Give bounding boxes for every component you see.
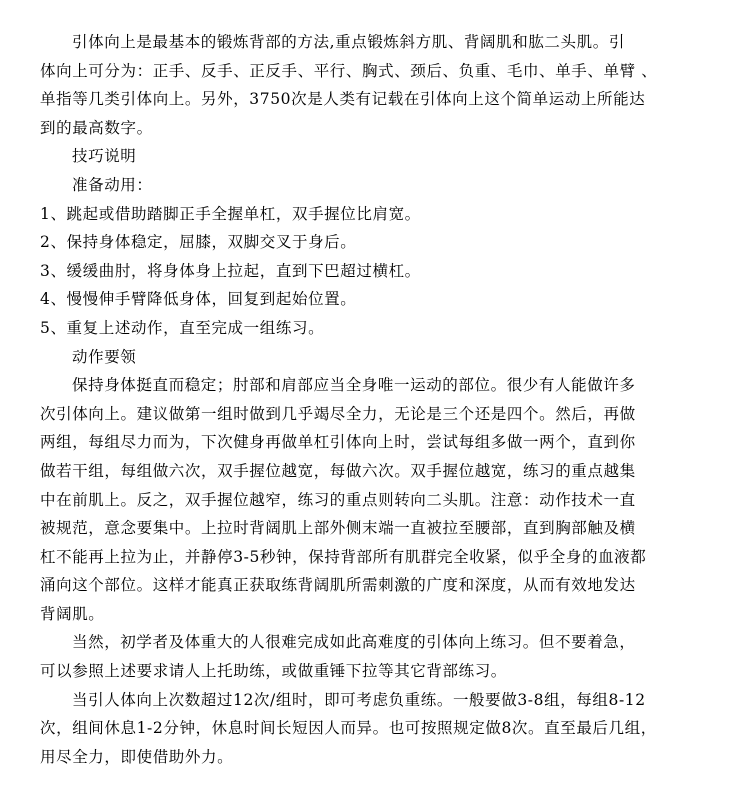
advanced-line: 用尽全力，即使借助外力。	[40, 747, 234, 766]
beginner-line: 当然，初学者及体重大的人很难完成如此高难度的引体向上练习。但不要着急，	[72, 633, 636, 652]
advanced-line: 当引人体向上次数超过12次/组时，即可考虑负重练。一般要做3-8组，每组8-12	[72, 690, 646, 709]
step-item: 1、跳起或借助踏脚正手全握单杠，双手握位比肩宽。	[40, 204, 421, 223]
essentials-line: 被规范，意念要集中。上拉时背阔肌上部外侧末端一直被拉至腰部，直到胸部触及横	[40, 519, 636, 538]
intro-line: 引体向上是最基本的锻炼背部的方法,重点锻炼斜方肌、背阔肌和肱二头肌。引	[72, 33, 625, 51]
step-item: 3、缓缓曲肘，将身体身上拉起，直到下巴超过横杠。	[40, 261, 421, 280]
essentials-line: 中在前肌上。反之，双手握位越窄，练习的重点则转向二头肌。注意：动作技术一直	[40, 490, 636, 509]
beginner-paragraph	[40, 628, 720, 685]
essentials-line: 杠不能再上拉为止，并静停3-5秒钟，保持背部所有肌群完全收紧，似乎全身的血液都	[40, 547, 647, 566]
essentials-paragraph	[40, 371, 720, 628]
essentials-line: 做若干组，每组做六次，双手握位越宽，每做六次。双手握位越宽，练习的重点越集	[40, 461, 636, 480]
technique-heading: 技巧说明	[72, 147, 137, 166]
advanced-line: 次，组间休息1-2分钟，休息时间长短因人而异。也可按照规定做8次。直至最后几组，	[40, 719, 657, 738]
essentials-line: 背阔肌。	[40, 604, 105, 623]
intro-line: 体向上可分为：正手、反手、正反手、平行、胸式、颈后、负重、毛巾、单手、单臂 、	[40, 61, 658, 80]
essentials-heading: 动作要领	[72, 347, 137, 366]
beginner-line: 可以参照上述要求请人上托助练，或做重锤下拉等其它背部练习。	[40, 662, 507, 681]
intro-line: 到的最高数字。	[40, 118, 153, 137]
prep-heading: 准备动用：	[72, 175, 153, 194]
advanced-paragraph	[40, 686, 720, 772]
essentials-line: 两组，每组尽力而为，下次健身再做单杠引体向上时，尝试每组多做一两个，直到你	[40, 433, 636, 452]
step-item: 5、重复上述动作，直至完成一组练习。	[40, 318, 325, 337]
essentials-line: 保持身体挺直而稳定；肘部和肩部应当全身唯一运动的部位。很少有人能做许多	[72, 376, 636, 395]
intro-line: 单指等几类引体向上。另外，3750次是人类有记载在引体向上这个简单运动上所能达	[40, 90, 646, 109]
essentials-line: 涌向这个部位。这样才能真正获取练背阔肌所需刺激的广度和深度，从而有效地发达	[40, 576, 636, 595]
step-item: 2、保持身体稳定，屈膝，双脚交叉于身后。	[40, 233, 357, 252]
steps-list	[40, 200, 720, 343]
intro-paragraph	[40, 28, 720, 142]
step-item: 4、慢慢伸手臂降低身体，回复到起始位置。	[40, 290, 357, 309]
essentials-line: 次引体向上。建议做第一组时做到几乎竭尽全力，无论是三个还是四个。然后，再做	[40, 404, 636, 423]
